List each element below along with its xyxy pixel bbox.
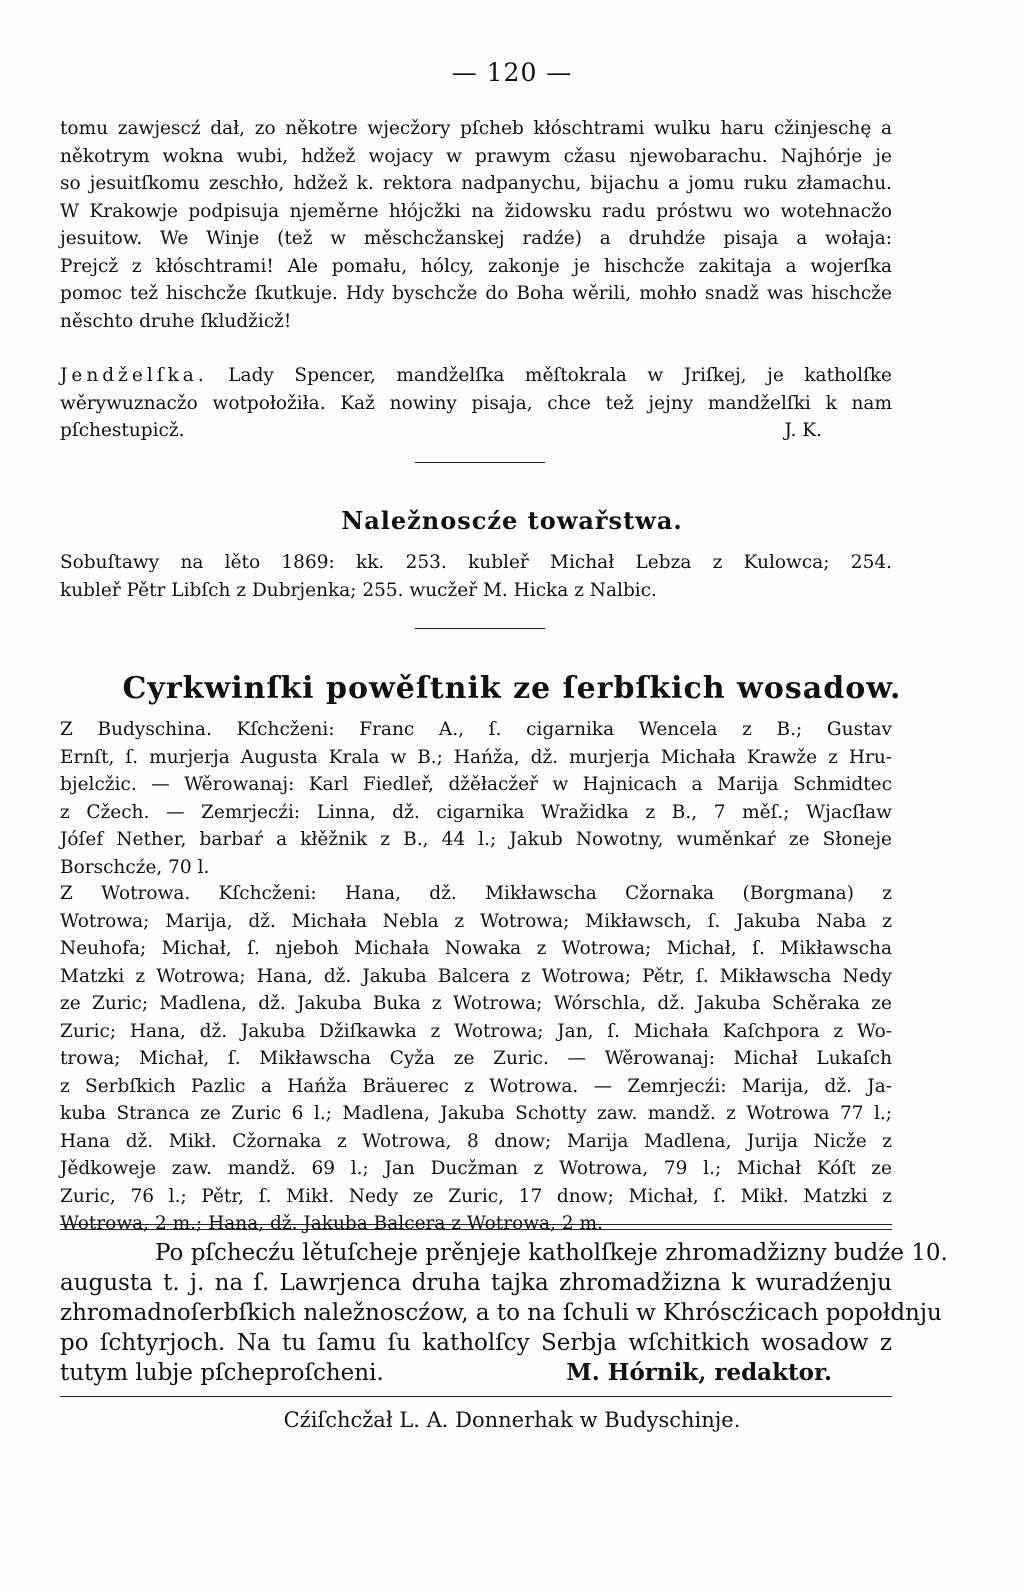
- text-line: ze Zuric; Madlena, dž. Jakuba Buka z Wotrowa; Wórschla, dž. Jakuba Schěraka ze: [60, 993, 892, 1014]
- text-line: augusta t. j. na ſ. Lawrjenca druha tajka zhromadžizna k wuradźenju: [60, 1270, 892, 1296]
- divider: [415, 628, 545, 629]
- text-line: někotrym wokna wubi, hdžež wojacy w prawym cžasu njewobarachu. Najhórje je: [60, 145, 892, 167]
- text-line: tomu zawjescź dał, zo někotre wjecžory pſcheb kłóschtrami wulku haru cžinjeschę a: [60, 118, 892, 139]
- text-line: pomoc tež hischcže ſkutkuje. Hdy byschcže do Boha wěrili, mohło snadž was hischcže: [60, 283, 892, 304]
- author-signature: J. K.: [784, 420, 822, 441]
- section-heading-inline: Jendželſka.: [60, 365, 208, 386]
- text-line: kubleř Pětr Libſch z Dubrjenka; 255. wucžeř M. Hicka z Nalbic.: [60, 579, 657, 601]
- text-line: so jesuitſkomu zeschło, hdžež k. rektora nadpanychu, bijachu a jomu ruku złamachu.: [60, 173, 892, 194]
- editor-signature: M. Hórnik, redaktor.: [566, 1359, 832, 1386]
- text-line: pſchestupicž.: [60, 420, 185, 441]
- text-line: trowa; Michał, ſ. Mikławscha Cyža ze Zuric. — Wěrowanaj: Michał Lukaſch: [60, 1048, 892, 1069]
- text-line: wěrywuznacžo wotpołožiła. Kaž nowiny pisaja, chce tež jejny mandželſki k nam: [60, 392, 892, 414]
- notice-block: [60, 1238, 948, 1388]
- text-line: bjelcžic. — Wěrowanaj: Karl Fiedleř, džěłacžeř w Hajnicach a Marija Schmidtec: [60, 774, 892, 795]
- page-number: — 120 —: [451, 58, 573, 87]
- text-line: Po pſchecźu lětuſchejе prěnjejе katholſkejе zhromadžizny budźe 10.: [155, 1240, 948, 1266]
- section-society-body: [60, 549, 892, 604]
- text-line: Lady Spencer, mandželſka měſtokrala w Jriſkej, je katholſke: [228, 365, 892, 386]
- text-line: Sobuſtawy na lěto 1869: kk. 253. kubleř Michał Lebza z Kulowca; 254.: [60, 552, 892, 573]
- text-line: zhromadnoſerbſkich naležnoscźow, a to na ſchuli w Khróscźicach popołdnju: [60, 1300, 942, 1326]
- text-line: tutym lubje pſcheproſcheni.: [60, 1360, 384, 1386]
- text-line: Z Budyschina. Kſchcženi: Franc A., ſ. cigarnika Wencela z B.; Gustav: [60, 719, 892, 740]
- paragraph-1: [60, 115, 892, 335]
- text-line: z Cžech. — Zemrjecźi: Linna, dž. cigarnika Wražidka z B., 7 měſ.; Wjacſław: [60, 801, 892, 823]
- text-line: Ernſt, ſ. murjerja Augusta Krala w B.; Hańža, dž. murjerja Michała Krawže z Hru-: [60, 746, 892, 768]
- text-line: Jóſef Nether, barbaŕ a kłěžnik z B., 44 l.; Jakub Nowotny, wuměnkaŕ ze Słonejе: [60, 829, 892, 850]
- text-line: Wotrowa; Marija, dž. Michała Nebla z Wotrowa; Mikławsch, ſ. Jakuba Naba z: [60, 910, 892, 932]
- double-rule-bottom: [60, 1229, 892, 1230]
- text-line: Zuric; Hana, dž. Jakuba Džiſkawka z Wotrowa; Jan, ſ. Michała Kaſchpora z Wo-: [60, 1020, 892, 1042]
- printer-imprint: Cźiſchcžał L. A. Donnerhak w Budyschinje.: [283, 1408, 741, 1432]
- divider: [415, 462, 545, 463]
- text-line: kuba Stranca ze Zuric 6 l.; Madlena, Jakuba Schotty zaw. mandž. z Wotrowa 77 l.;: [60, 1103, 892, 1124]
- text-line: Prejcž z kłóschtrami! Ale pomału, hólcy, zakonje je hischcže zakitaja a wojerſka: [60, 255, 892, 277]
- text-line: po ſchtyrjoch. Na tu ſamu ſu katholſcy Serbja wſchitkich wosadow z: [60, 1330, 892, 1356]
- text-line: Z Wotrowa. Kſchcženi: Hana, dž. Mikławscha Cžornaka (Borgmana) z: [60, 883, 892, 904]
- section-title-society: Naležnoscźe towařstwa.: [341, 506, 683, 535]
- text-line: něschto druhe ſkludžicž!: [60, 310, 292, 332]
- text-line: jesuitow. We Winje (tež w měschcžanskej radźe) a druhdźe pisaja a wołaja:: [60, 228, 892, 249]
- text-line: Zuric, 76 l.; Pětr, ſ. Mikł. Nedy ze Zuric, 17 dnow; Michał, ſ. Mikł. Matzki z: [60, 1185, 892, 1207]
- double-rule-top: [60, 1224, 892, 1225]
- text-line: Borschcźe, 70 l.: [60, 856, 210, 878]
- text-line: Neuhofa; Michał, ſ. njeboh Michała Nowaka z Wotrowa; Michał, ſ. Mikławscha: [60, 938, 892, 959]
- text-line: z Serbſkich Pazlic a Hańža Bräuerec z Wotrowa. — Zemrjecźi: Marija, dž. Ja-: [60, 1075, 892, 1097]
- divider: [60, 1396, 892, 1397]
- parish-wotrow: [60, 880, 892, 1238]
- text-line: Wotrowa, 2 m.; Hana, dž. Jakuba Balcera z Wotrowa, 2 m.: [60, 1213, 603, 1234]
- paragraph-2: [60, 362, 892, 445]
- parish-budysin: [60, 716, 892, 881]
- text-line: Hana dž. Mikł. Cžornaka z Wotrowa, 8 dnow; Marija Madlena, Jurija Nicže z: [60, 1130, 892, 1152]
- text-line: Matzki z Wotrowa; Hana, dž. Jakuba Balcera z Wotrowa; Pětr, ſ. Mikławscha Nedy: [60, 965, 892, 987]
- section-title-church-news: Cyrkwinſki powěſtnik ze ſerbſkich wosadow.: [122, 671, 902, 706]
- text-line: W Krakowje podpisuja njeměrne hłójcžki na židowsku radu próstwu wo wotehnacžo: [60, 200, 892, 222]
- text-line: Jědkowejе zaw. mandž. 69 l.; Jan Ducžman z Wotrowa, 79 l.; Michał Kóſt ze: [60, 1158, 892, 1179]
